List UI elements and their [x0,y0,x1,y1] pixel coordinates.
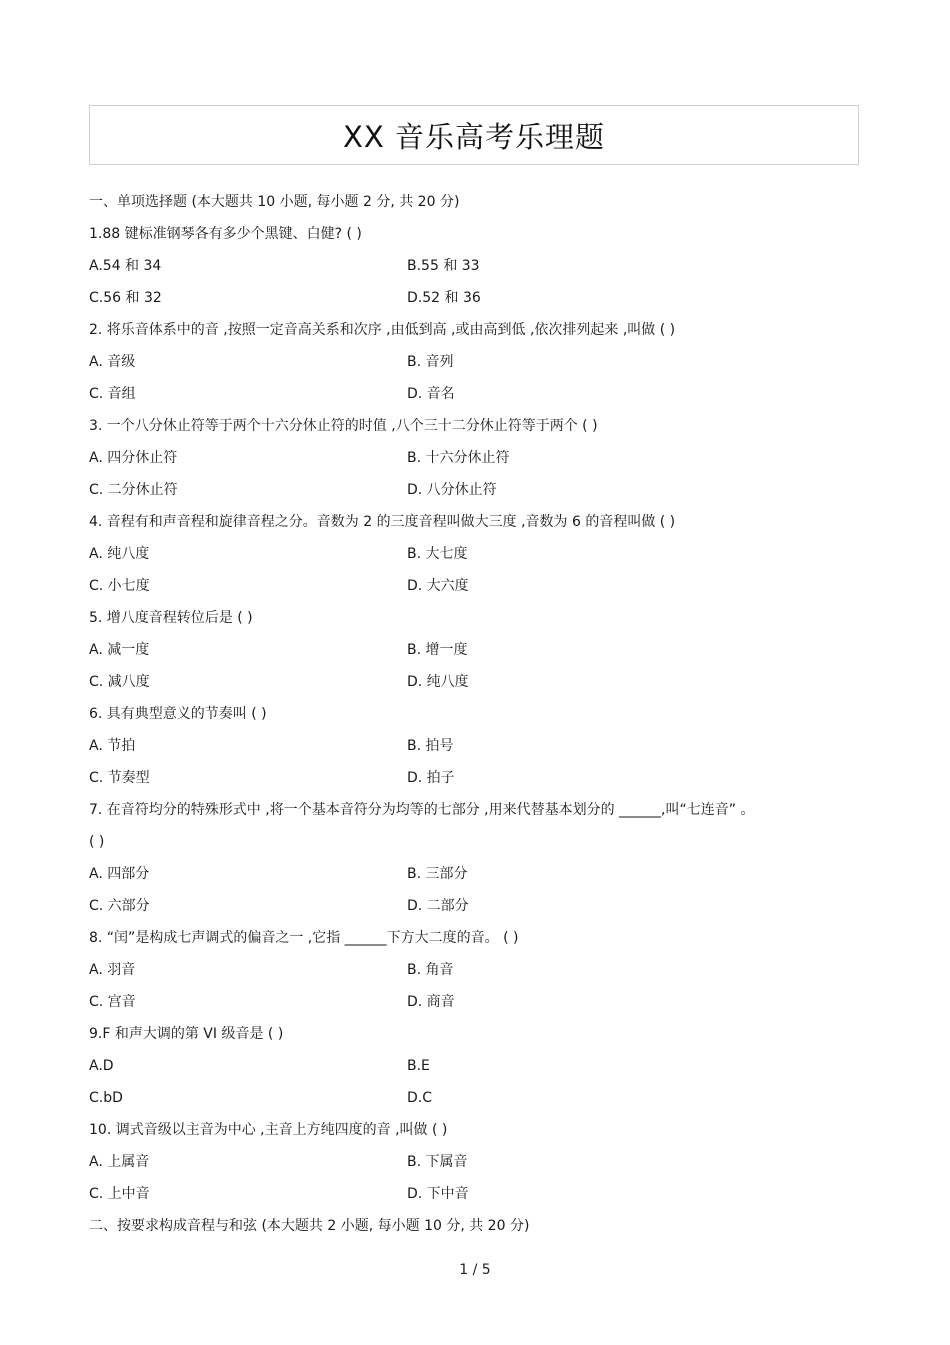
question-3-options-row-1 [89,442,869,474]
q6-option-b: B. 拍号 [407,738,454,754]
q1-option-d: D.52 和 36 [407,290,481,306]
q6-option-a: A. 节拍 [89,738,136,754]
q10-option-c: C. 上中音 [89,1186,150,1202]
q2-option-a: A. 音级 [89,354,136,370]
question-2-options-row-1 [89,346,869,378]
section-2-header: 二、按要求构成音程与和弦 (本大题共 2 小题, 每小题 10 分, 共 20 分) [89,1218,530,1234]
q6-option-d: D. 拍子 [407,770,455,786]
question-8-options-row-2 [89,986,869,1018]
q4-option-a: A. 纯八度 [89,546,150,562]
q5-option-c: C. 减八度 [89,674,150,690]
q10-option-d: D. 下中音 [407,1186,469,1202]
question-10-options-row-2 [89,1178,869,1210]
question-6-options-row-2 [89,762,869,794]
q3-option-c: C. 二分休止符 [89,482,178,498]
q8-option-b: B. 角音 [407,962,454,978]
question-2-options-row-2 [89,378,869,410]
q9-option-a: A.D [89,1058,114,1074]
q1-option-c: C.56 和 32 [89,290,162,306]
question-3-stem: 3. 一个八分休止符等于两个十六分休止符的时值 ,八个三十二分休止符等于两个 ( ) [89,418,598,434]
question-10-options-row-1 [89,1146,869,1178]
q1-option-a: A.54 和 34 [89,258,162,274]
question-1-stem: 1.88 键标准钢琴各有多少个黑键、白健? ( ) [89,226,362,242]
q5-option-a: A. 减一度 [89,642,150,658]
title-box [89,105,859,165]
page-title: XX 音乐高考乐理题 [343,119,605,154]
q8-option-c: C. 宫音 [89,994,136,1010]
q8-option-d: D. 商音 [407,994,455,1010]
q3-option-d: D. 八分休止符 [407,482,497,498]
q9-option-d: D.C [407,1090,433,1106]
q7-option-a: A. 四部分 [89,866,150,882]
q4-option-b: B. 大七度 [407,546,468,562]
question-9-options-row-1 [89,1050,869,1082]
page-number: 1 / 5 [459,1262,491,1278]
q3-option-a: A. 四分休止符 [89,450,178,466]
q10-option-b: B. 下属音 [407,1154,468,1170]
question-4-options-row-2 [89,570,869,602]
question-7-stem: 7. 在音符均分的特殊形式中 ,将一个基本音符分为均等的七部分 ,用来代替基本划分的 ______,叫“七连音” 。 [89,802,755,818]
question-6-options-row-1 [89,730,869,762]
q2-option-c: C. 音组 [89,386,136,402]
q5-option-b: B. 增一度 [407,642,468,658]
question-8-stem: 8. “闰”是构成七声调式的偏音之一 ,它指 ______下方大二度的音。 ( ) [89,930,519,946]
q9-option-c: C.bD [89,1090,123,1106]
question-7-stem-continued: ( ) [89,834,105,850]
question-2-stem: 2. 将乐音体系中的音 ,按照一定音高关系和次序 ,由低到高 ,或由高到低 ,依次排列起来 ,叫做 ( ) [89,322,676,338]
q2-option-b: B. 音列 [407,354,454,370]
q9-option-b: B.E [407,1058,430,1074]
q7-option-d: D. 二部分 [407,898,469,914]
question-8-options-row-1 [89,954,869,986]
question-4-stem: 4. 音程有和声音程和旋律音程之分。音数为 2 的三度音程叫做大三度 ,音数为 6 的音程叫做 ( ) [89,514,676,530]
question-5-options-row-2 [89,666,869,698]
question-7-options-row-1 [89,858,869,890]
q6-option-c: C. 节奏型 [89,770,150,786]
q5-option-d: D. 纯八度 [407,674,469,690]
q4-option-c: C. 小七度 [89,578,150,594]
question-9-stem: 9.F 和声大调的第 VI 级音是 ( ) [89,1026,284,1042]
question-1-options-row-1 [89,250,869,282]
q7-option-c: C. 六部分 [89,898,150,914]
question-4-options-row-1 [89,538,869,570]
q10-option-a: A. 上属音 [89,1154,150,1170]
question-7-options-row-2 [89,890,869,922]
q7-option-b: B. 三部分 [407,866,468,882]
question-10-stem: 10. 调式音级以主音为中心 ,主音上方纯四度的音 ,叫做 ( ) [89,1122,448,1138]
q4-option-d: D. 大六度 [407,578,469,594]
question-5-stem: 5. 增八度音程转位后是 ( ) [89,610,253,626]
question-6-stem: 6. 具有典型意义的节奏叫 ( ) [89,706,267,722]
question-1-options-row-2 [89,282,869,314]
exam-content [89,186,869,1242]
question-9-options-row-2 [89,1082,869,1114]
q2-option-d: D. 音名 [407,386,455,402]
question-3-options-row-2 [89,474,869,506]
section-1-header: 一、单项选择题 (本大题共 10 小题, 每小题 2 分, 共 20 分) [89,194,460,210]
q1-option-b: B.55 和 33 [407,258,480,274]
question-5-options-row-1 [89,634,869,666]
q3-option-b: B. 十六分休止符 [407,450,510,466]
q8-option-a: A. 羽音 [89,962,136,978]
